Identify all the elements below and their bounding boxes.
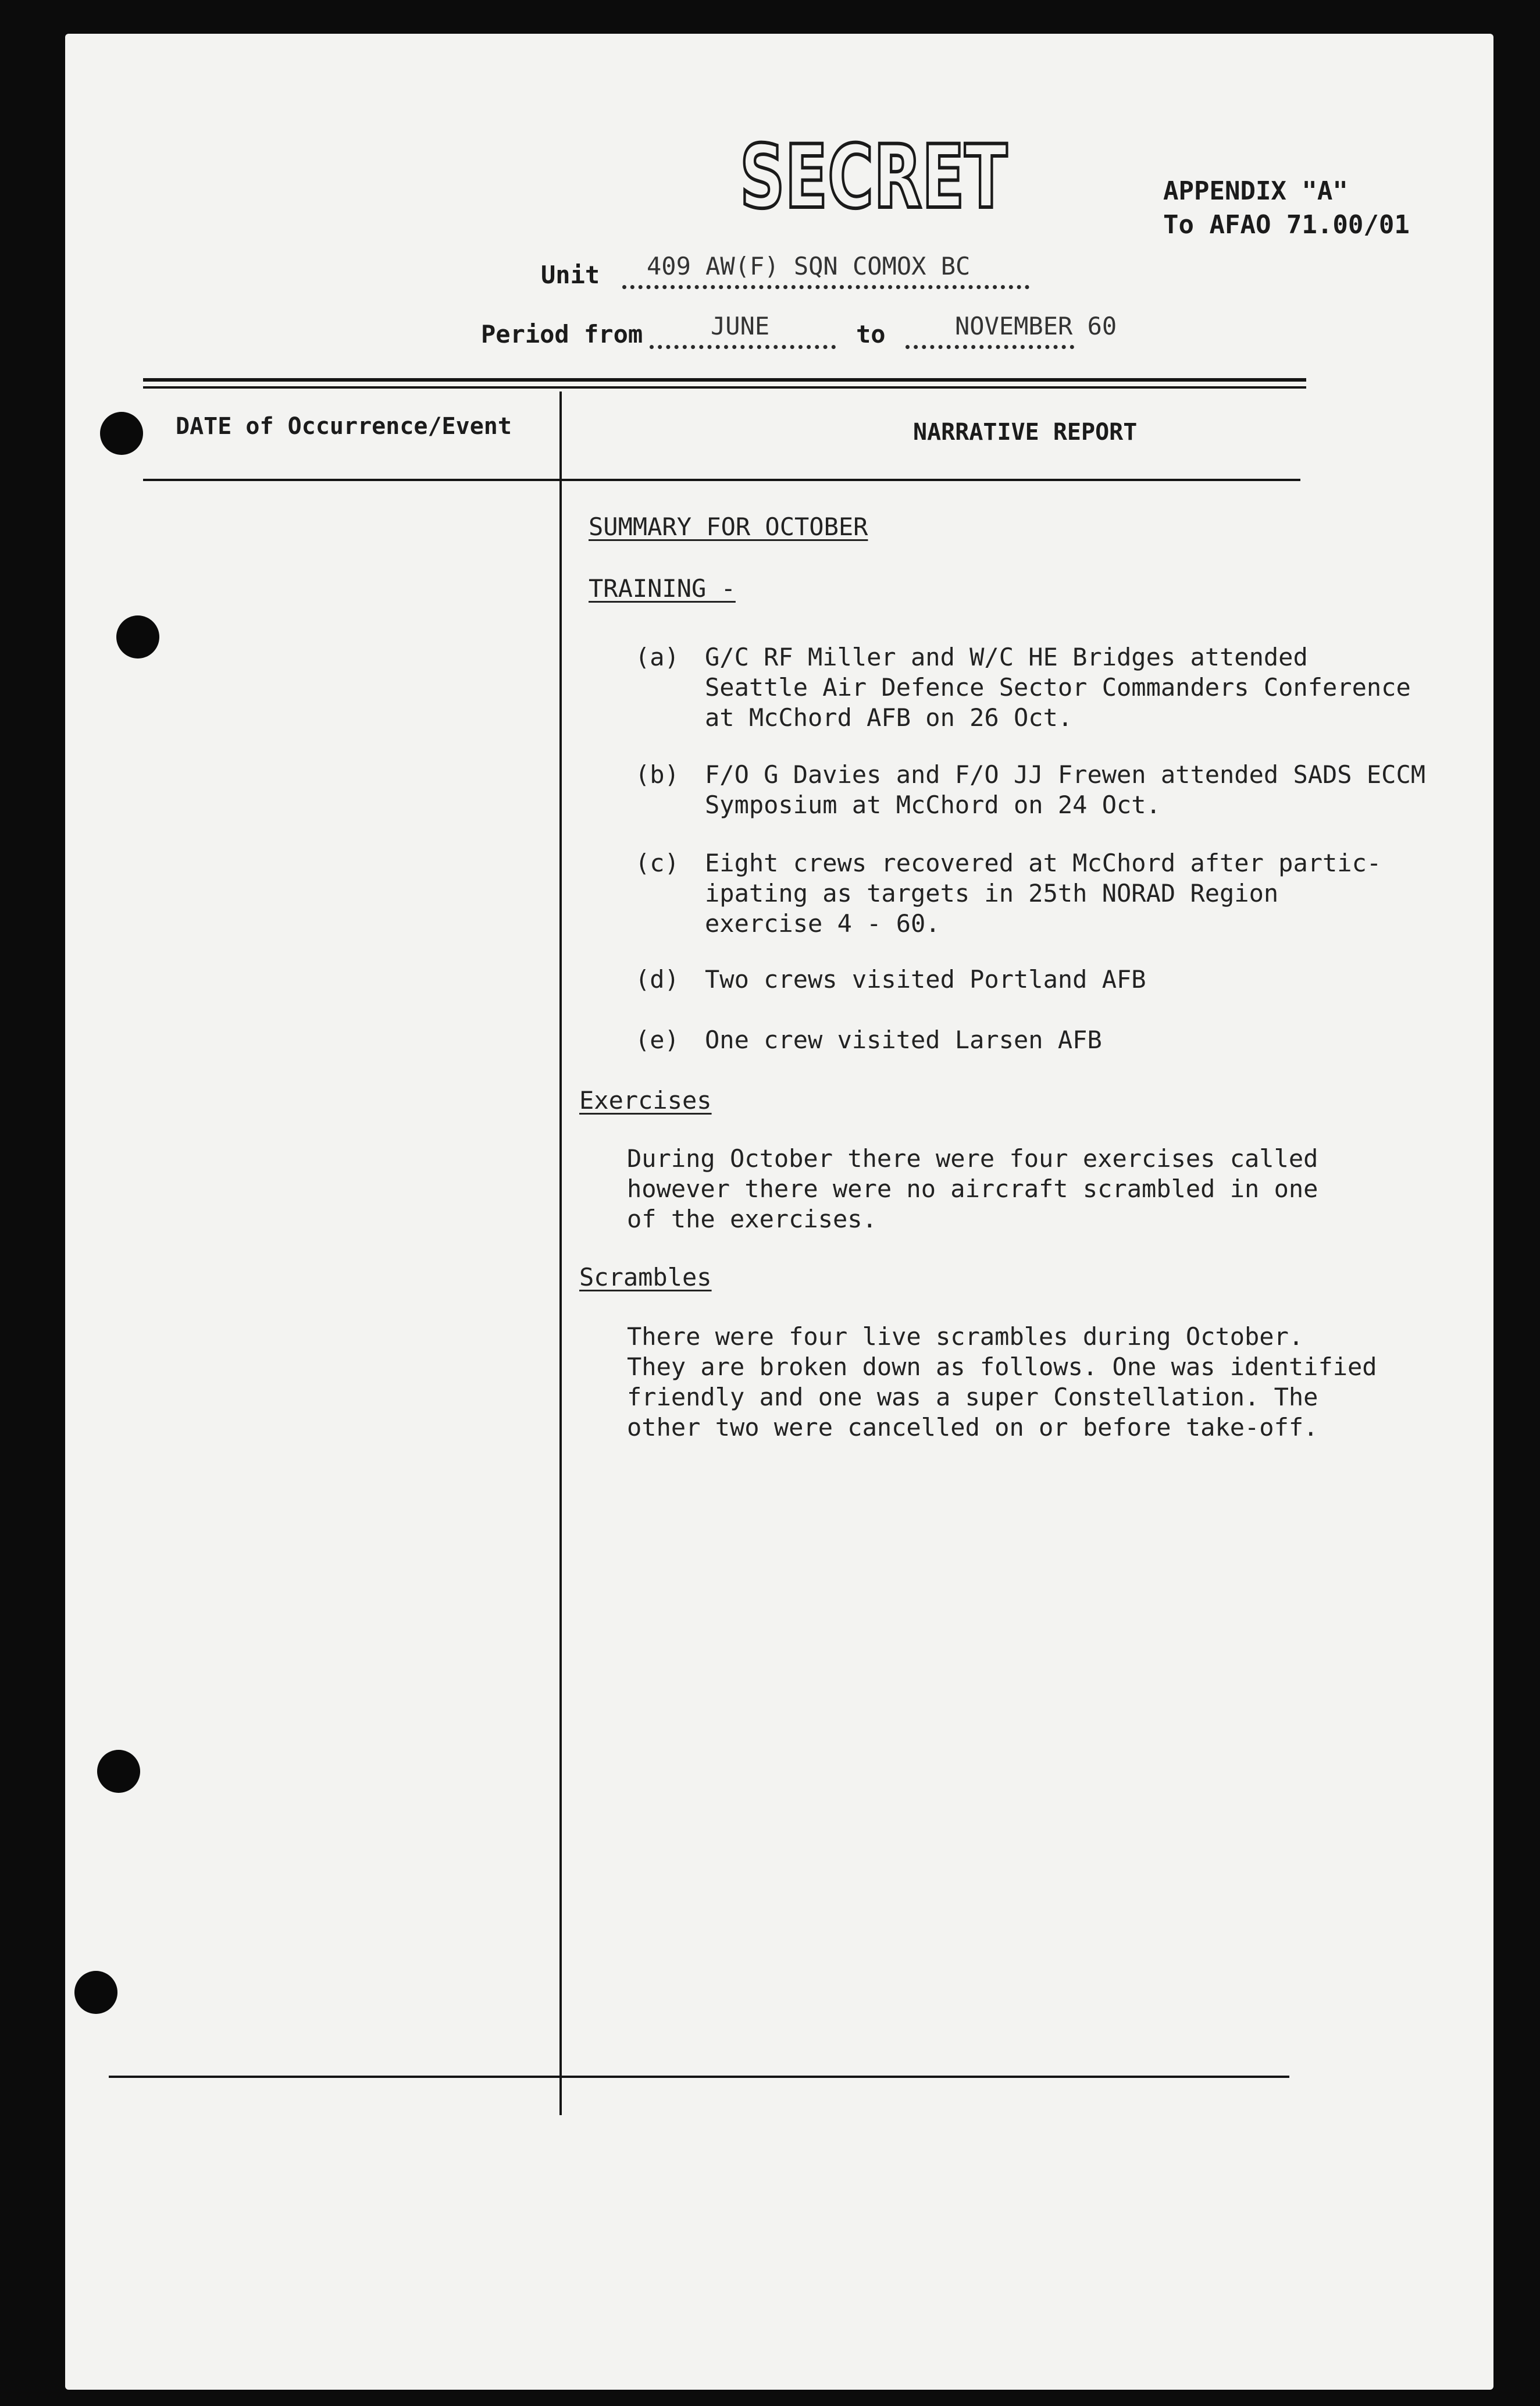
- scrambles-paragraph: [627, 1322, 1377, 1443]
- item-line: exercise 4 - 60.: [705, 909, 940, 938]
- scrambles-heading: Scrambles: [579, 1263, 712, 1291]
- item-line: G/C RF Miller and W/C HE Bridges attended: [705, 643, 1308, 671]
- appendix-line2: To AFAO 71.00/01: [1163, 210, 1410, 240]
- period-from-dotted-line: [650, 345, 836, 349]
- paragraph-line: They are broken down as follows. One was identified: [627, 1353, 1377, 1381]
- summary-heading: SUMMARY FOR OCTOBER: [589, 512, 868, 541]
- item-line: F/O G Davies and F/O JJ Frewen attended SADS ECCM: [705, 760, 1426, 789]
- item-line: Two crews visited Portland AFB: [705, 965, 1146, 994]
- period-to-dotted-line: [906, 345, 1074, 349]
- period-from-label: Period from: [481, 320, 643, 348]
- training-heading: [589, 574, 736, 604]
- training-heading-text: TRAINING -: [589, 574, 736, 603]
- column-header-narrative: NARRATIVE REPORT: [913, 419, 1138, 446]
- table-top-rule-upper: [143, 378, 1306, 382]
- appendix-line1: APPENDIX "A": [1163, 176, 1348, 206]
- paragraph-line: other two were cancelled on or before take-off.: [627, 1413, 1318, 1442]
- punch-hole: [74, 1971, 117, 2014]
- unit-dotted-line: [622, 285, 1029, 289]
- item-label: (e): [635, 1026, 679, 1054]
- punch-hole: [97, 1750, 140, 1793]
- exercises-heading: Exercises: [579, 1086, 712, 1115]
- period-from-value: JUNE: [711, 312, 770, 340]
- header-bottom-rule: [143, 479, 1300, 481]
- period-to-value: NOVEMBER 60: [955, 312, 1117, 340]
- paragraph-line: There were four live scrambles during October.: [627, 1322, 1304, 1351]
- appendix-reference: [1163, 175, 1410, 242]
- punch-hole: [100, 412, 143, 455]
- item-label: (a): [635, 643, 679, 671]
- item-label: (d): [635, 965, 679, 994]
- item-line: One crew visited Larsen AFB: [705, 1026, 1102, 1054]
- period-to-label: to: [856, 320, 886, 348]
- item-line: Eight crews recovered at McChord after partic-: [705, 849, 1382, 877]
- unit-value: 409 AW(F) SQN COMOX BC: [647, 252, 971, 280]
- paragraph-line: however there were no aircraft scrambled in one: [627, 1174, 1318, 1203]
- column-header-date: DATE of Occurrence/Event: [176, 413, 512, 440]
- item-label: (c): [635, 849, 679, 877]
- paragraph-line: During October there were four exercises called: [627, 1144, 1318, 1173]
- item-line: at McChord AFB on 26 Oct.: [705, 703, 1073, 732]
- item-line: ipating as targets in 25th NORAD Region: [705, 879, 1279, 907]
- item-line: Symposium at McChord on 24 Oct.: [705, 791, 1161, 819]
- item-line: Seattle Air Defence Sector Commanders Conference: [705, 673, 1411, 702]
- exercises-paragraph: [627, 1144, 1318, 1234]
- item-label: (b): [635, 760, 679, 789]
- unit-label: Unit: [541, 261, 600, 289]
- document-page: [65, 34, 1493, 2390]
- paragraph-line: of the exercises.: [627, 1205, 877, 1233]
- secret-stamp: [737, 127, 1010, 228]
- table-bottom-rule: [109, 2076, 1289, 2078]
- table-top-rule-lower: [143, 386, 1306, 389]
- svg-text:SECRET: SECRET: [740, 127, 1007, 228]
- paragraph-line: friendly and one was a super Constellation. The: [627, 1383, 1318, 1411]
- punch-hole: [116, 615, 159, 659]
- column-divider: [559, 391, 562, 2115]
